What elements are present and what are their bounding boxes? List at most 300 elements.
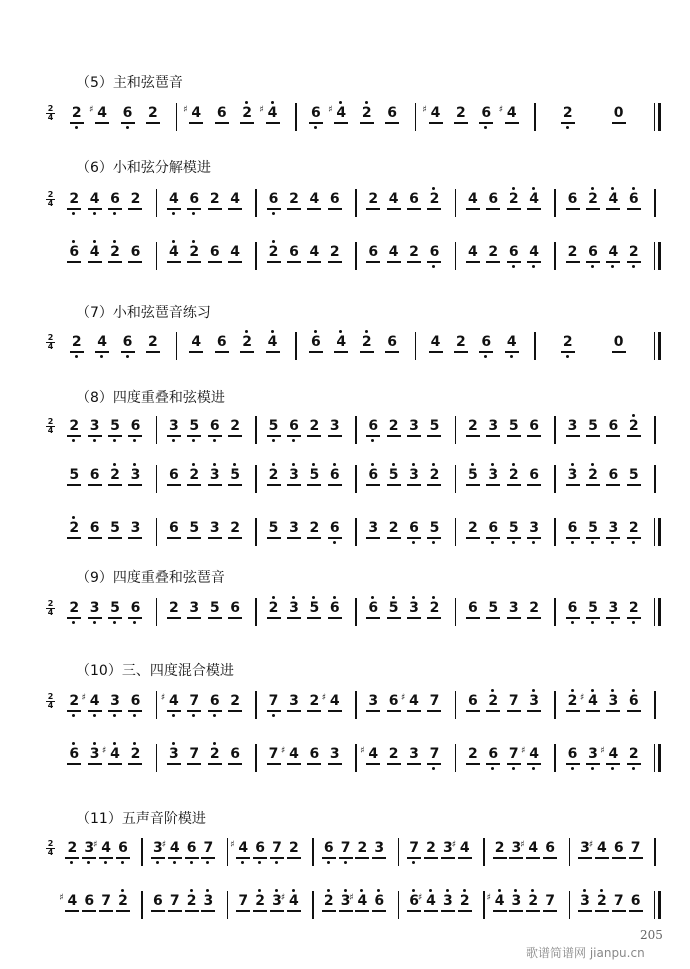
note (566, 520, 580, 536)
note (527, 191, 541, 207)
eighth-underline-icon (566, 208, 580, 210)
note (201, 840, 215, 856)
high-octave-dot-icon (275, 889, 278, 892)
note (167, 600, 181, 616)
eighth-underline-icon (486, 763, 500, 765)
note (606, 520, 620, 536)
note-digit: 4 (468, 244, 478, 260)
eighth-underline-icon (88, 484, 102, 486)
barline (554, 518, 556, 546)
high-octave-dot-icon (190, 889, 193, 892)
high-octave-dot-icon (591, 689, 594, 692)
low-octave-dot-icon (172, 714, 175, 717)
note-digit: 6 (567, 191, 578, 207)
note-digit: 2 (69, 191, 80, 207)
note-digit: 5 (388, 467, 399, 483)
note-digit: 6 (608, 467, 619, 483)
note (349, 893, 369, 909)
note-digit: 7 (238, 893, 249, 909)
eighth-underline-icon (454, 351, 468, 353)
note (486, 191, 500, 207)
eighth-underline-icon (627, 537, 641, 539)
time-signature-top: 2 (47, 599, 54, 608)
note (116, 893, 130, 909)
note (466, 746, 480, 762)
note-digit: 4 (608, 191, 619, 207)
eighth-underline-icon (454, 122, 468, 124)
barline (295, 332, 297, 360)
note (486, 600, 500, 616)
eighth-underline-icon (67, 435, 81, 437)
barline (255, 744, 257, 772)
eighth-underline-icon (578, 910, 592, 912)
low-octave-dot-icon (512, 541, 515, 544)
eighth-underline-icon (505, 122, 519, 124)
barline (455, 465, 457, 493)
note (526, 893, 540, 909)
note-digit: 7 (429, 746, 440, 762)
low-octave-dot-icon (272, 439, 275, 442)
low-octave-dot-icon (591, 767, 594, 770)
eighth-underline-icon (627, 261, 641, 263)
note (328, 520, 342, 536)
note-digit: 6 (209, 418, 220, 434)
note (427, 244, 441, 260)
watermark: 歌谱简谱网 jianpu.cn (526, 946, 645, 960)
eighth-underline-icon (116, 857, 130, 859)
note (360, 334, 374, 350)
note-digit: 2 (309, 520, 320, 536)
eighth-underline-icon (458, 910, 472, 912)
eighth-underline-icon (606, 261, 620, 263)
eighth-underline-icon (287, 617, 301, 619)
note-digit: 6 (152, 893, 163, 909)
staff-line (46, 414, 666, 448)
eighth-underline-icon (606, 208, 620, 210)
note (228, 418, 242, 434)
eighth-underline-icon (366, 435, 380, 437)
barline (156, 242, 158, 270)
note-digit: 6 (488, 191, 499, 207)
low-octave-dot-icon (292, 439, 295, 442)
note-digit: 6 (387, 105, 397, 121)
eighth-underline-icon (561, 122, 575, 124)
eighth-underline-icon (108, 484, 122, 486)
eighth-underline-icon (466, 617, 480, 619)
eighth-underline-icon (65, 857, 79, 859)
note (307, 520, 321, 536)
eighth-underline-icon (328, 763, 342, 765)
sharp-icon: ♯ (183, 105, 188, 115)
barline (355, 598, 357, 626)
note-digit: 6 (289, 418, 299, 434)
note (208, 693, 222, 709)
note (328, 746, 342, 762)
note-digit: 4 (89, 191, 100, 207)
note-digit: 3 (289, 693, 299, 709)
note (466, 520, 480, 536)
eighth-underline-icon (309, 122, 323, 124)
note-digit: 2 (426, 840, 436, 856)
barline (398, 838, 400, 866)
time-signature (46, 105, 55, 122)
note-digit: 2 (368, 191, 379, 207)
eighth-underline-icon (606, 435, 620, 437)
eighth-underline-icon (486, 208, 500, 210)
high-octave-dot-icon (412, 889, 415, 892)
barline (156, 416, 158, 444)
note (208, 244, 222, 260)
high-octave-dot-icon (591, 187, 594, 190)
sharp-icon: ♯ (230, 840, 235, 850)
eighth-underline-icon (424, 857, 438, 859)
note-digit: 3 (608, 600, 619, 616)
barline (569, 838, 571, 866)
note-digit: 2 (628, 746, 639, 762)
barline (654, 416, 656, 444)
eighth-underline-icon (612, 910, 626, 912)
time-signature (46, 334, 55, 351)
high-octave-dot-icon (611, 187, 614, 190)
eighth-underline-icon (586, 261, 600, 263)
time-signature (46, 840, 55, 857)
eighth-underline-icon (128, 537, 142, 539)
note-digit: 3 (442, 840, 453, 856)
eighth-underline-icon (266, 122, 280, 124)
eighth-underline-icon (355, 910, 369, 912)
low-octave-dot-icon (591, 265, 594, 268)
note (507, 693, 521, 709)
high-octave-dot-icon (446, 889, 449, 892)
note-digit: 6 (329, 191, 340, 207)
note (334, 334, 348, 350)
note (70, 334, 84, 350)
sharp-icon: ♯ (280, 893, 286, 903)
note (88, 746, 102, 762)
eighth-underline-icon (328, 537, 342, 539)
note (88, 244, 102, 260)
eighth-underline-icon (366, 261, 380, 263)
high-octave-dot-icon (245, 330, 248, 333)
note (520, 840, 540, 856)
time-signature-top: 2 (47, 104, 54, 113)
note (586, 520, 600, 536)
note (65, 840, 79, 856)
eighth-underline-icon (185, 857, 199, 859)
low-octave-dot-icon (333, 541, 336, 544)
eighth-underline-icon (441, 857, 455, 859)
eighth-underline-icon (128, 435, 142, 437)
eighth-underline-icon (88, 435, 102, 437)
note (287, 191, 301, 207)
low-octave-dot-icon (70, 861, 73, 864)
note (59, 893, 79, 909)
eighth-underline-icon (187, 617, 201, 619)
note (266, 334, 280, 350)
barline (156, 744, 158, 772)
note (267, 191, 281, 207)
note (387, 244, 401, 260)
staff-line (46, 596, 666, 630)
note-digit: 3 (488, 418, 499, 434)
final-barline (658, 103, 661, 131)
note-digit: 2 (361, 334, 372, 350)
eighth-underline-icon (578, 857, 592, 859)
barline (295, 103, 297, 131)
note-digit: 2 (628, 520, 639, 536)
note (543, 840, 557, 856)
eighth-underline-icon (627, 710, 641, 712)
eighth-underline-icon (267, 710, 281, 712)
note-digit: 6 (368, 467, 379, 483)
eighth-underline-icon (427, 484, 441, 486)
note-digit: 3 (340, 893, 351, 909)
note-digit: 6 (329, 520, 340, 536)
note (387, 467, 401, 483)
eighth-underline-icon (167, 261, 181, 263)
eighth-underline-icon (527, 763, 541, 765)
note-digit: 6 (628, 693, 639, 709)
eighth-underline-icon (606, 763, 620, 765)
sharp-icon: ♯ (321, 693, 327, 703)
note-digit: 3 (289, 467, 299, 483)
note-digit: 4 (289, 746, 299, 762)
low-octave-dot-icon (272, 212, 275, 215)
note-digit: 2 (130, 746, 141, 762)
note (629, 893, 643, 909)
eighth-underline-icon (167, 710, 181, 712)
low-octave-dot-icon (432, 541, 435, 544)
note-digit: 2 (488, 244, 499, 260)
note (167, 520, 181, 536)
note (267, 520, 281, 536)
low-octave-dot-icon (72, 621, 75, 624)
note (629, 840, 643, 856)
note-digit: 2 (69, 693, 80, 709)
barline (355, 744, 357, 772)
note-digit: 3 (529, 693, 539, 709)
note (215, 334, 229, 350)
eighth-underline-icon (629, 910, 643, 912)
note (215, 105, 229, 121)
eighth-underline-icon (328, 710, 342, 712)
eighth-underline-icon (128, 617, 142, 619)
note (307, 693, 321, 709)
eighth-underline-icon (360, 122, 374, 124)
low-octave-dot-icon (371, 439, 374, 442)
note (287, 244, 301, 260)
staff-line (46, 836, 666, 870)
eighth-underline-icon (208, 710, 222, 712)
barline (355, 691, 357, 719)
note (146, 105, 160, 121)
barline (654, 103, 655, 131)
final-barline (658, 518, 661, 546)
note (407, 467, 421, 483)
eighth-underline-icon (270, 910, 284, 912)
sharp-icon: ♯ (93, 840, 98, 850)
eighth-underline-icon (215, 122, 229, 124)
note-digit: 2 (429, 191, 440, 207)
barline (654, 518, 655, 546)
note (201, 893, 215, 909)
page-number: 205 (640, 928, 663, 942)
eighth-underline-icon (407, 710, 421, 712)
low-octave-dot-icon (172, 212, 175, 215)
eighth-underline-icon (486, 710, 500, 712)
note-digit: 6 (329, 600, 340, 616)
barline (355, 518, 357, 546)
staff-line (46, 742, 666, 776)
high-octave-dot-icon (327, 889, 330, 892)
low-octave-dot-icon (632, 767, 635, 770)
note (606, 600, 620, 616)
eighth-underline-icon (189, 122, 203, 124)
note-digit: 4 (89, 693, 100, 709)
eighth-underline-icon (606, 710, 620, 712)
note (407, 840, 421, 856)
note (128, 600, 142, 616)
low-octave-dot-icon (113, 439, 116, 442)
eighth-underline-icon (334, 122, 348, 124)
eighth-underline-icon (360, 351, 374, 353)
high-octave-dot-icon (312, 596, 315, 599)
note-digit: 6 (89, 520, 100, 536)
eighth-underline-icon (187, 710, 201, 712)
eighth-underline-icon (507, 484, 521, 486)
barline (554, 598, 556, 626)
note (418, 893, 438, 909)
note-digit: 7 (340, 840, 351, 856)
note-digit: 2 (189, 467, 200, 483)
note (466, 191, 480, 207)
low-octave-dot-icon (327, 861, 330, 864)
barline (255, 518, 257, 546)
low-octave-dot-icon (192, 212, 195, 215)
note-digit: 6 (429, 244, 440, 260)
note (322, 840, 336, 856)
low-octave-dot-icon (632, 265, 635, 268)
note (387, 418, 401, 434)
barline (455, 242, 457, 270)
eighth-underline-icon (586, 537, 600, 539)
note (366, 467, 380, 483)
note (521, 746, 541, 762)
note-digit: 6 (630, 893, 641, 909)
time-signature-top: 2 (47, 692, 54, 701)
sharp-icon: ♯ (161, 840, 167, 850)
eighth-underline-icon (566, 763, 580, 765)
low-octave-dot-icon (100, 355, 103, 358)
note-digit: 3 (442, 893, 453, 909)
note-digit: 6 (209, 693, 220, 709)
eighth-underline-icon (366, 484, 380, 486)
high-octave-dot-icon (600, 889, 603, 892)
note-digit: 7 (101, 893, 112, 909)
sharp-icon: ♯ (328, 105, 333, 115)
low-octave-dot-icon (512, 265, 515, 268)
note-digit: 2 (628, 418, 639, 434)
low-octave-dot-icon (93, 714, 96, 717)
note-digit: 2 (361, 105, 372, 121)
note-digit: 6 (488, 746, 499, 762)
eighth-underline-icon (287, 261, 301, 263)
note-digit: 4 (506, 334, 517, 350)
barline (534, 103, 536, 131)
eighth-underline-icon (307, 261, 321, 263)
note-digit: 6 (130, 244, 141, 260)
eighth-underline-icon (507, 261, 521, 263)
eighth-underline-icon (458, 857, 472, 859)
eighth-underline-icon (627, 617, 641, 619)
note (543, 893, 557, 909)
eighth-underline-icon (228, 710, 242, 712)
high-octave-dot-icon (314, 330, 317, 333)
time-signature-top: 2 (47, 333, 54, 342)
high-octave-dot-icon (245, 101, 248, 104)
note-digit: 2 (388, 520, 399, 536)
eighth-underline-icon (527, 537, 541, 539)
eighth-underline-icon (267, 484, 281, 486)
note-digit: 6 (84, 893, 95, 909)
note-digit: 6 (387, 334, 397, 350)
high-octave-dot-icon (72, 516, 75, 519)
note (466, 467, 480, 483)
eighth-underline-icon (189, 351, 203, 353)
note-digit: 2 (567, 244, 578, 260)
eighth-underline-icon (387, 208, 401, 210)
note (328, 244, 342, 260)
note-digit: 2 (388, 746, 399, 762)
note (187, 746, 201, 762)
eighth-underline-icon (151, 857, 165, 859)
high-octave-dot-icon (491, 689, 494, 692)
note (366, 520, 380, 536)
eighth-underline-icon (67, 537, 81, 539)
note (70, 105, 84, 121)
low-octave-dot-icon (133, 621, 136, 624)
eighth-underline-icon (228, 763, 242, 765)
note-digit: 6 (230, 746, 240, 762)
note-digit: 2 (562, 334, 573, 350)
note-digit: 3 (169, 418, 179, 434)
high-octave-dot-icon (429, 889, 432, 892)
note-digit: 3 (368, 693, 379, 709)
barline (141, 838, 143, 866)
eighth-underline-icon (328, 484, 342, 486)
low-octave-dot-icon (314, 126, 317, 129)
note (267, 746, 281, 762)
eighth-underline-icon (407, 484, 421, 486)
high-octave-dot-icon (333, 463, 336, 466)
note-digit: 2 (255, 893, 266, 909)
note (427, 467, 441, 483)
low-octave-dot-icon (432, 767, 435, 770)
note (121, 105, 135, 121)
barline (455, 518, 457, 546)
note (307, 418, 321, 434)
eighth-underline-icon (187, 435, 201, 437)
note-digit: 2 (488, 693, 499, 709)
note-digit: 4 (528, 840, 539, 856)
eighth-underline-icon (95, 351, 109, 353)
note (466, 244, 480, 260)
eighth-underline-icon (307, 208, 321, 210)
low-octave-dot-icon (591, 621, 594, 624)
note-digit: 2 (268, 600, 279, 616)
sharp-icon: ♯ (520, 840, 525, 850)
note (372, 840, 386, 856)
